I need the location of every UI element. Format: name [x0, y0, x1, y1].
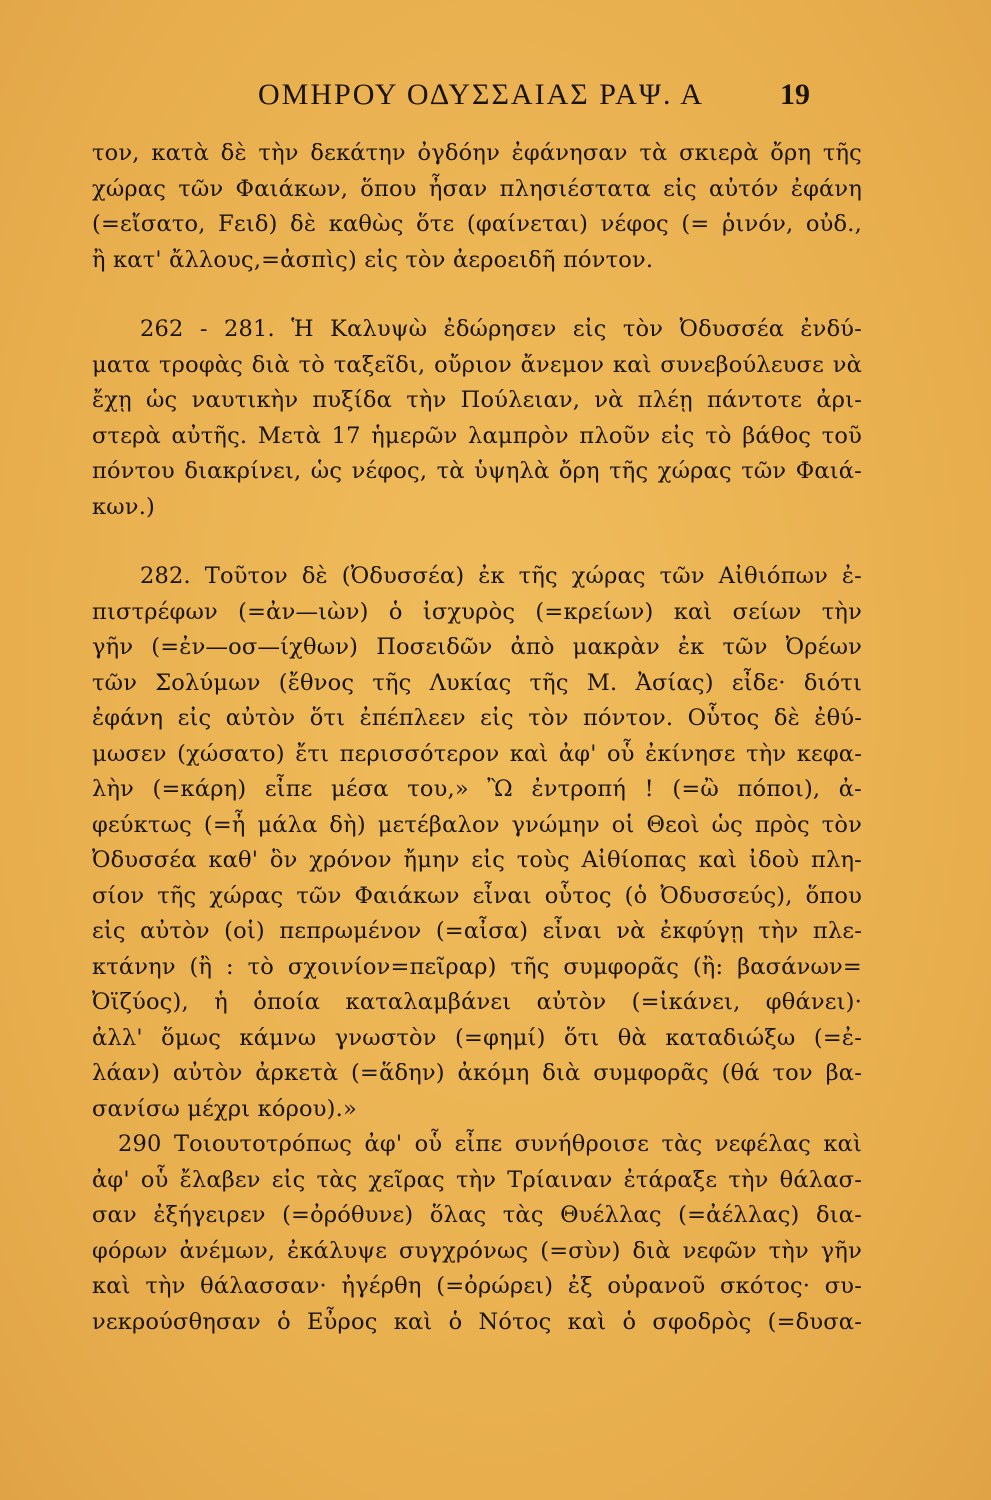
page-number: 19	[780, 78, 810, 111]
text-line: ἔχῃ ὡς ναυτικὴν πυξίδα τὴν Πούλειαν, νὰ πλέῃ πάντοτε ἀρι-	[92, 387, 862, 413]
text-line: ματα τροφὰς διὰ τὸ ταξεῖδι, οὔριον ἄνεμον καὶ συνεβούλευσε νὰ	[92, 351, 862, 378]
paragraph-gap	[92, 278, 862, 312]
paragraph-290	[92, 1127, 862, 1340]
text-line: ἐφάνη εἰς αὐτὸν ὅτι ἐπέπλεεν εἰς τὸν πόντον. Οὗτος δὲ ἐθύ-	[92, 705, 862, 731]
text-line: σαν ἐξήγειρεν (=ὀρόθυνε) ὅλας τὰς Θυέλλας (=ἀέλλας) δια-	[92, 1202, 862, 1228]
paragraph-gap	[92, 525, 862, 559]
text-line: εἰς αὐτὸν (οἱ) πεπρωμένον (=αἶσα) εἶναι νὰ ἐκφύγῃ τὴν πλε-	[92, 918, 862, 944]
text-line: πιστρέφων (=ἀν—ιὼν) ὁ ἰσχυρὸς (=κρείων) καὶ σείων τὴν	[92, 598, 862, 625]
body-text	[92, 136, 862, 1340]
text-line: γῆν (=ἐν—οσ—ίχθων) Ποσειδῶν ἀπὸ μακρὰν ἐκ τῶν Ὀρέων	[92, 634, 862, 660]
text-line: σανίσω μέχρι κόρου).»	[92, 1095, 357, 1122]
text-line: λάαν) αὐτὸν ἀρκετὰ (=ἅδην) ἀκόμη διὰ συμφορᾶς (θά τον βα-	[92, 1060, 862, 1086]
running-title: ΟΜΗΡΟΥ ΟΔΥΣΣΑΙΑΣ ΡΑΨ. Α	[258, 78, 704, 111]
running-head	[0, 78, 991, 118]
paragraph-282	[92, 559, 862, 1127]
text-line: ἀφ' οὗ ἔλαβεν εἰς τὰς χεῖρας τὴν Τρίαιναν ἐτάραξε τὴν θάλασ-	[92, 1166, 862, 1193]
text-line: πόντου διακρίνει, ὡς νέφος, τὰ ὑψηλὰ ὄρη τῆς χώρας τῶν Φαιά-	[92, 458, 862, 484]
text-line: φόρων ἀνέμων, ἐκάλυψε συγχρόνως (=σὺν) διὰ νεφῶν τὴν γῆν	[92, 1237, 862, 1264]
text-line: ἀλλ' ὅμως κάμνω γνωστὸν (=φημί) ὅτι θὰ καταδιώξω (=ἐ-	[92, 1024, 862, 1051]
text-line: ἢ κατ' ἄλλους,=ἀσπὶς) εἰς τὸν ἀεροειδῆ πόντον.	[92, 246, 654, 273]
text-line: 262 - 281. Ἡ Καλυψὼ ἐδώρησεν εἰς τὸν Ὀδυσσέα ἐνδύ-	[140, 316, 862, 342]
text-line: κων.)	[92, 493, 156, 520]
text-line: χώρας τῶν Φαιάκων, ὅπου ἦσαν πλησιέστατα εἰς αὐτόν ἐφάνη	[92, 175, 862, 202]
text-line: τον, κατὰ δὲ τὴν δεκάτην ὀγδόην ἐφάνησαν τὰ σκιερὰ ὄρη τῆς	[92, 140, 862, 166]
text-line: νεκρούσθησαν ὁ Εὖρος καὶ ὁ Νότος καὶ ὁ σφοδρὸς (=δυσα-	[92, 1308, 862, 1335]
text-line: φεύκτως (=ἦ μάλα δὴ) μετέβαλον γνώμην οἱ Θεοὶ ὡς πρὸς τὸν	[92, 811, 862, 838]
text-line: μωσεν (χώσατο) ἔτι περισσότερον καὶ ἀφ' οὗ ἐκίνησε τὴν κεφα-	[92, 740, 862, 767]
text-line: 282. Τοῦτον δὲ (Ὀδυσσέα) ἐκ τῆς χώρας τῶν Αἰθιόπων ἐ-	[140, 563, 862, 589]
text-line: σίον τῆς χώρας τῶν Φαιάκων εἶναι οὗτος (ὁ Ὀδυσσεύς), ὅπου	[92, 882, 862, 909]
text-line: Ὀδυσσέα καθ' ὃν χρόνον ἤμην εἰς τοὺς Αἰθίοπας καὶ ἰδοὺ πλη-	[92, 847, 862, 873]
text-line: τῶν Σολύμων (ἔθνος τῆς Λυκίας τῆς Μ. Ἀσίας) εἶδε· διότι	[92, 669, 862, 696]
paragraph-1	[92, 136, 862, 278]
paragraph-262-281	[92, 312, 862, 525]
text-line: 290 Τοιουτοτρόπως ἀφ' οὗ εἶπε συνήθροισε τὰς νεφέλας καὶ	[118, 1131, 862, 1157]
text-line: καὶ τὴν θάλασσαν· ἠγέρθη (=ὀρώρει) ἐξ οὐρανοῦ σκότος· συ-	[92, 1273, 862, 1299]
text-line: κτάνην (ἢ : τὸ σχοινίον=πεῖραρ) τῆς συμφορᾶς (ἢ: βασάνων=	[92, 953, 862, 980]
text-line: στερὰ αὐτῆς. Μετὰ 17 ἡμερῶν λαμπρὸν πλοῦν εἰς τὸ βάθος τοῦ	[92, 422, 862, 449]
text-line: λὴν (=κάρη) εἶπε μέσα του,» Ὢ ἐντροπή ! (=ὢ πόποι), ἀ-	[92, 776, 862, 802]
text-line: (=εἴσατο, Fειδ) δὲ καθὼς ὅτε (φαίνεται) νέφος (= ῥινόν, οὐδ.,	[92, 211, 862, 237]
text-line: Ὀϊζύος), ἡ ὁποία καταλαμβάνει αὐτὸν (=ἱκάνει, φθάνει)·	[92, 989, 862, 1015]
